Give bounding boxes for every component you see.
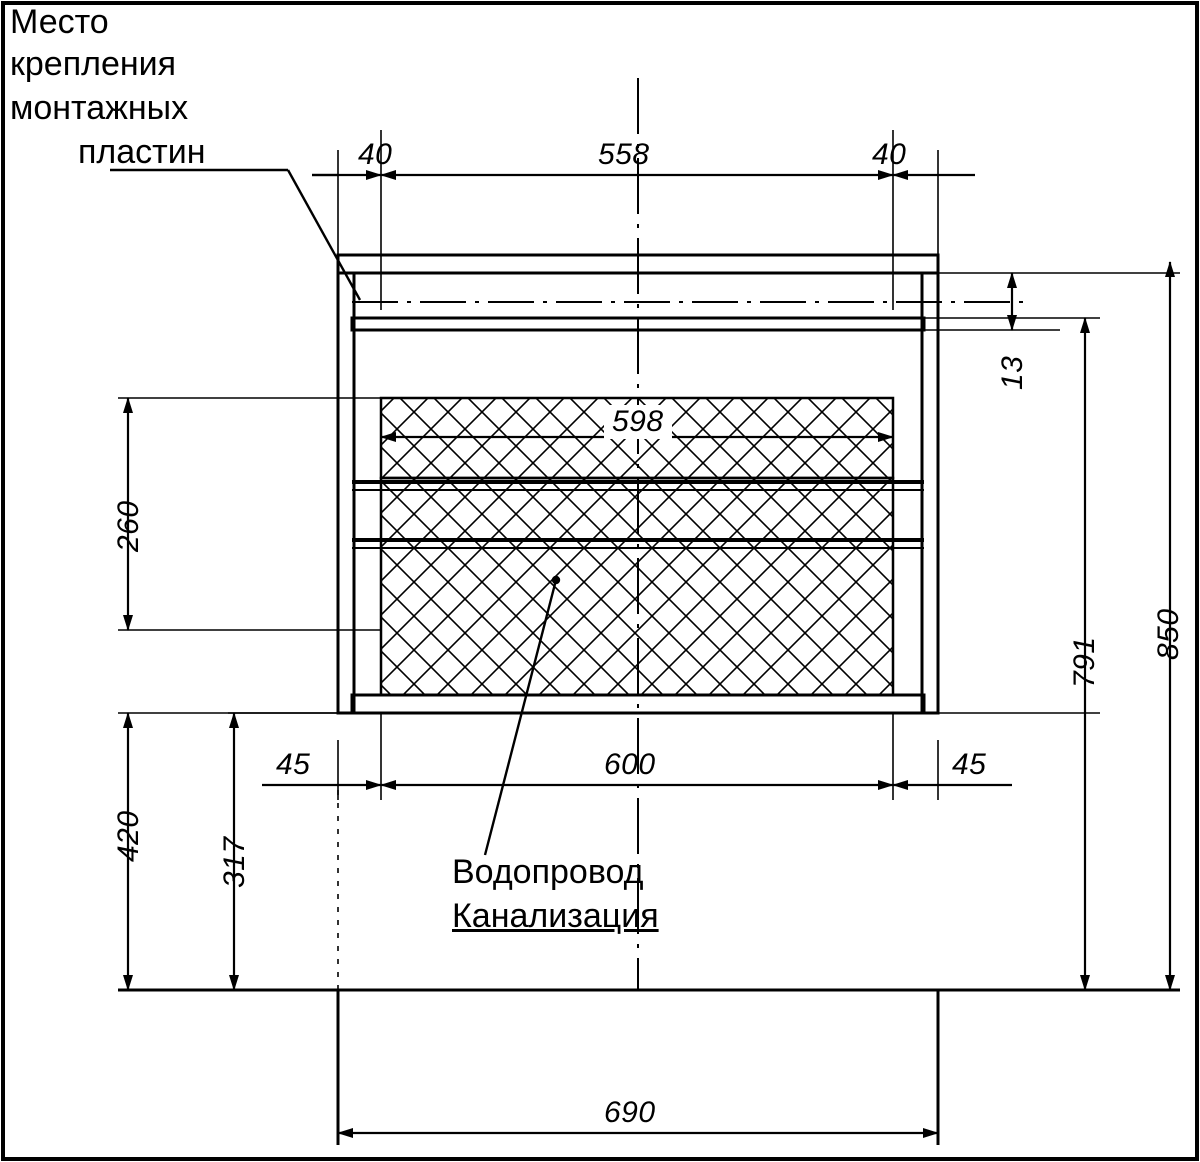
dim-total-width: 690 bbox=[604, 1096, 656, 1129]
dim-drawer-height: 260 bbox=[112, 500, 145, 552]
note-plumbing-sewer: Канализация bbox=[452, 897, 659, 935]
note-mounting-line-2: крепления bbox=[10, 45, 177, 83]
dim-total-height: 850 bbox=[1152, 608, 1185, 660]
dim-top-right-offset: 40 bbox=[872, 138, 907, 171]
dim-plumbing-height: 317 bbox=[218, 836, 251, 888]
note-mounting-line-3: монтажных bbox=[10, 89, 189, 127]
dim-top-left-offset: 40 bbox=[358, 138, 393, 171]
dim-body-height: 791 bbox=[1068, 636, 1101, 688]
note-mounting-line-4: пластин bbox=[78, 133, 206, 171]
dim-inner-width: 598 bbox=[604, 405, 672, 439]
note-mounting-line-1: Место bbox=[10, 3, 109, 41]
dim-right-gap: 45 bbox=[952, 748, 987, 781]
dim-top-band: 13 bbox=[996, 355, 1029, 390]
note-plumbing-supply: Водопровод bbox=[452, 853, 644, 891]
dim-body-width: 600 bbox=[604, 748, 656, 781]
dim-floor-height: 420 bbox=[112, 810, 145, 862]
dim-left-gap: 45 bbox=[276, 748, 311, 781]
dim-top-center-width: 558 bbox=[598, 138, 650, 171]
